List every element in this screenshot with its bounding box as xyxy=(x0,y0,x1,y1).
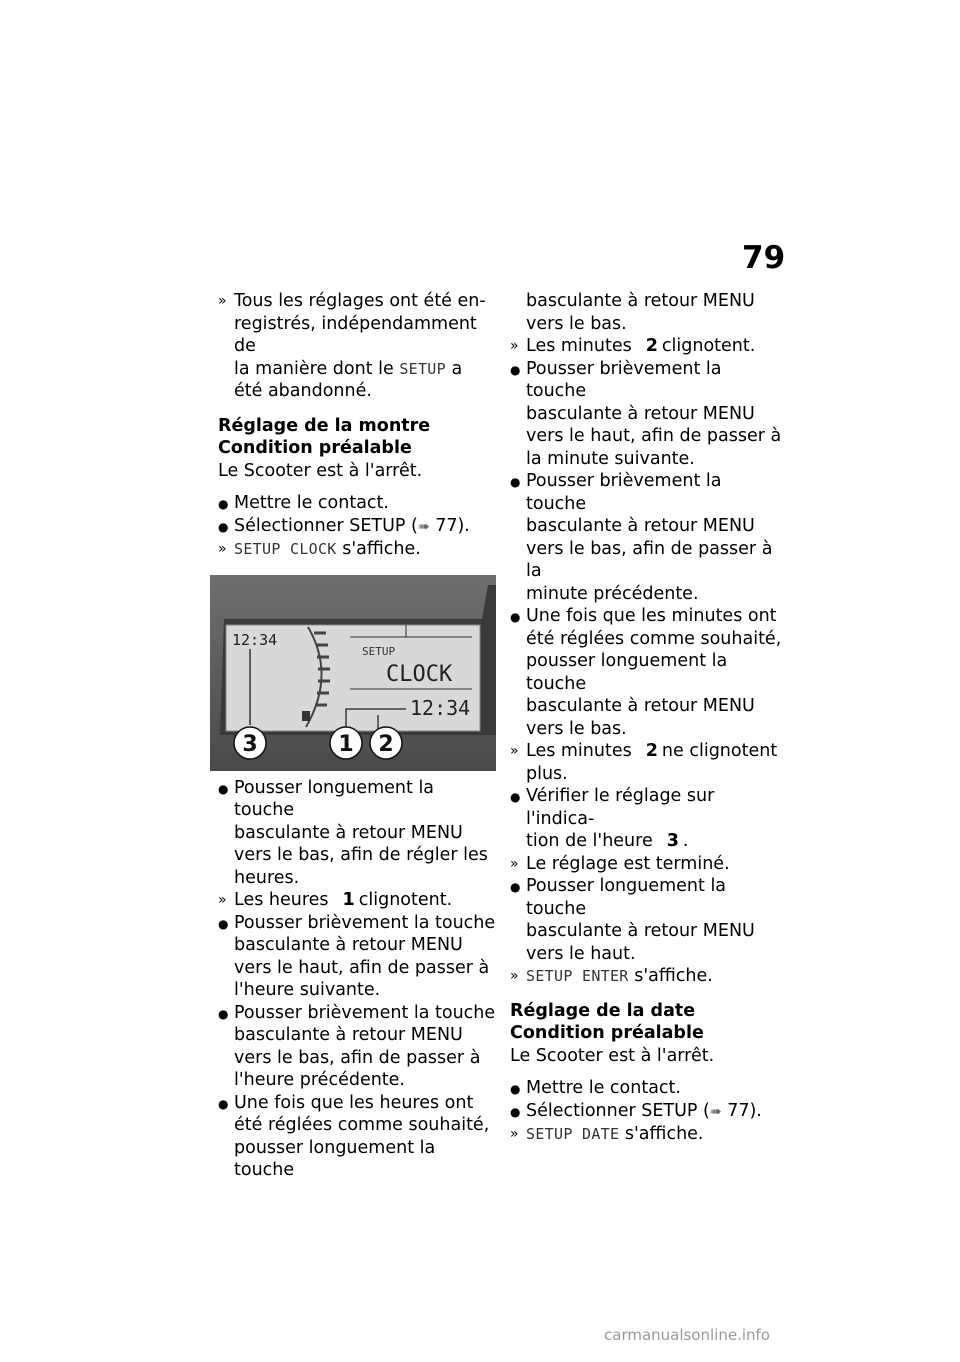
condition-heading: Condition préalable xyxy=(218,438,412,458)
svg-text:2: 2 xyxy=(378,731,394,757)
bullet-icon: ● xyxy=(510,610,521,624)
result-item: » SETUP ENTER s'affiche. xyxy=(510,966,713,986)
arrow-right-icon: ➠ xyxy=(417,518,430,535)
bullet-icon: ● xyxy=(218,519,229,534)
result-item: » Les heures 1 clignotent. xyxy=(218,890,453,910)
result-item: » SETUP CLOCK s'affiche. xyxy=(218,539,421,559)
double-chevron-icon: » xyxy=(218,892,227,908)
bullet-icon: ● xyxy=(510,790,521,804)
bullet-icon: ● xyxy=(218,497,229,511)
result-item: » SETUP DATE s'affiche. xyxy=(510,1124,704,1144)
double-chevron-icon: » xyxy=(218,293,227,309)
double-chevron-icon: » xyxy=(510,855,519,872)
step-item: ● Pousser brièvement la touche basculante à retour MENU vers le haut, afin de passer à la minute suivante. xyxy=(510,358,782,469)
display-time-left: 12:34 xyxy=(232,630,278,649)
step-item: ● Pousser brièvement la touche basculante à retour MENU vers le haut, afin de passer à l'heure suivante. xyxy=(218,912,496,1000)
double-chevron-icon: » xyxy=(510,338,519,354)
step-item: ● Mettre le contact. xyxy=(510,1077,782,1100)
instrument-display-figure xyxy=(210,575,496,771)
step-item: ● Sélectionner SETUP (➠ 77). xyxy=(218,515,496,539)
section-heading-date: Réglage de la date xyxy=(510,1000,696,1021)
result-item: » Les minutes 2 clignotent. xyxy=(510,336,756,356)
double-chevron-icon: » xyxy=(218,541,227,557)
double-chevron-icon: » xyxy=(510,968,519,984)
step-item: ● Sélectionner SETUP (➠ 77). xyxy=(510,1100,782,1124)
step-item: ● Mettre le contact. xyxy=(218,492,496,515)
arrow-right-icon: ➠ xyxy=(709,1103,722,1120)
svg-text:1: 1 xyxy=(338,731,354,757)
step-item: ● Pousser longuement la touche basculante à retour MENU vers le bas, afin de régler les heures. xyxy=(218,777,488,888)
callout-1 xyxy=(330,727,362,759)
double-chevron-icon: » xyxy=(510,1126,519,1142)
step-item: ● Vérifier le réglage sur l'indica- tion de l'heure 3 . xyxy=(510,786,715,851)
bullet-icon: ● xyxy=(218,1006,229,1021)
condition-text: Le Scooter est à l'arrêt. xyxy=(218,460,423,481)
bullet-icon: ● xyxy=(510,362,521,377)
bullet-icon: ● xyxy=(510,1082,521,1096)
result-item: » Le réglage est terminé. xyxy=(510,853,730,874)
step-item: ● Pousser brièvement la touche basculante à retour MENU vers le bas, afin de passer à la minute précédente. xyxy=(510,471,773,604)
section-heading-clock: Réglage de la montre xyxy=(218,415,431,436)
continuation: basculante à retour MENU vers le bas. xyxy=(526,291,755,334)
result-item: » Les minutes 2 ne clignotent plus. xyxy=(510,741,778,784)
step-item: ● Pousser longuement la touche basculante à retour MENU vers le haut. xyxy=(510,876,755,964)
bullet-icon: ● xyxy=(218,1096,229,1111)
double-chevron-icon: » xyxy=(510,743,519,759)
step-item: ● Une fois que les heures ont été réglées comme souhaité, pousser longuement la touche xyxy=(218,1092,490,1180)
callout-2 xyxy=(370,727,402,759)
bullet-icon: ● xyxy=(218,781,229,796)
bullet-icon: ● xyxy=(510,880,521,894)
bullet-icon: ● xyxy=(510,475,521,489)
condition-heading: Condition préalable xyxy=(510,1023,704,1043)
condition-text: Le Scooter est à l'arrêt. xyxy=(510,1045,715,1066)
step-item: ● Pousser brièvement la touche basculante à retour MENU vers le bas, afin de passer à l'heure précédente. xyxy=(218,1002,496,1090)
step-item: ● Une fois que les minutes ont été réglées comme souhaité, pousser longuement la touche basculante à retour MENU vers le bas. xyxy=(510,606,782,739)
page-number: 79 xyxy=(742,240,786,276)
display-setup: SETUP xyxy=(362,644,396,658)
callout-3 xyxy=(234,727,266,759)
result-item: » Tous les réglages ont été en- registrés, indépendamment de la manière dont le SETUP a été abandonné. xyxy=(218,291,486,401)
left-column xyxy=(218,290,496,1182)
right-column xyxy=(510,290,782,1146)
bullet-icon: ● xyxy=(218,916,229,931)
display-time-right: 12:34 xyxy=(410,695,471,720)
display-clock: CLOCK xyxy=(386,661,453,687)
bullet-icon: ● xyxy=(510,1104,521,1119)
svg-text:3: 3 xyxy=(242,731,258,757)
footer-watermark: carmanualsonline.info xyxy=(604,1326,770,1344)
